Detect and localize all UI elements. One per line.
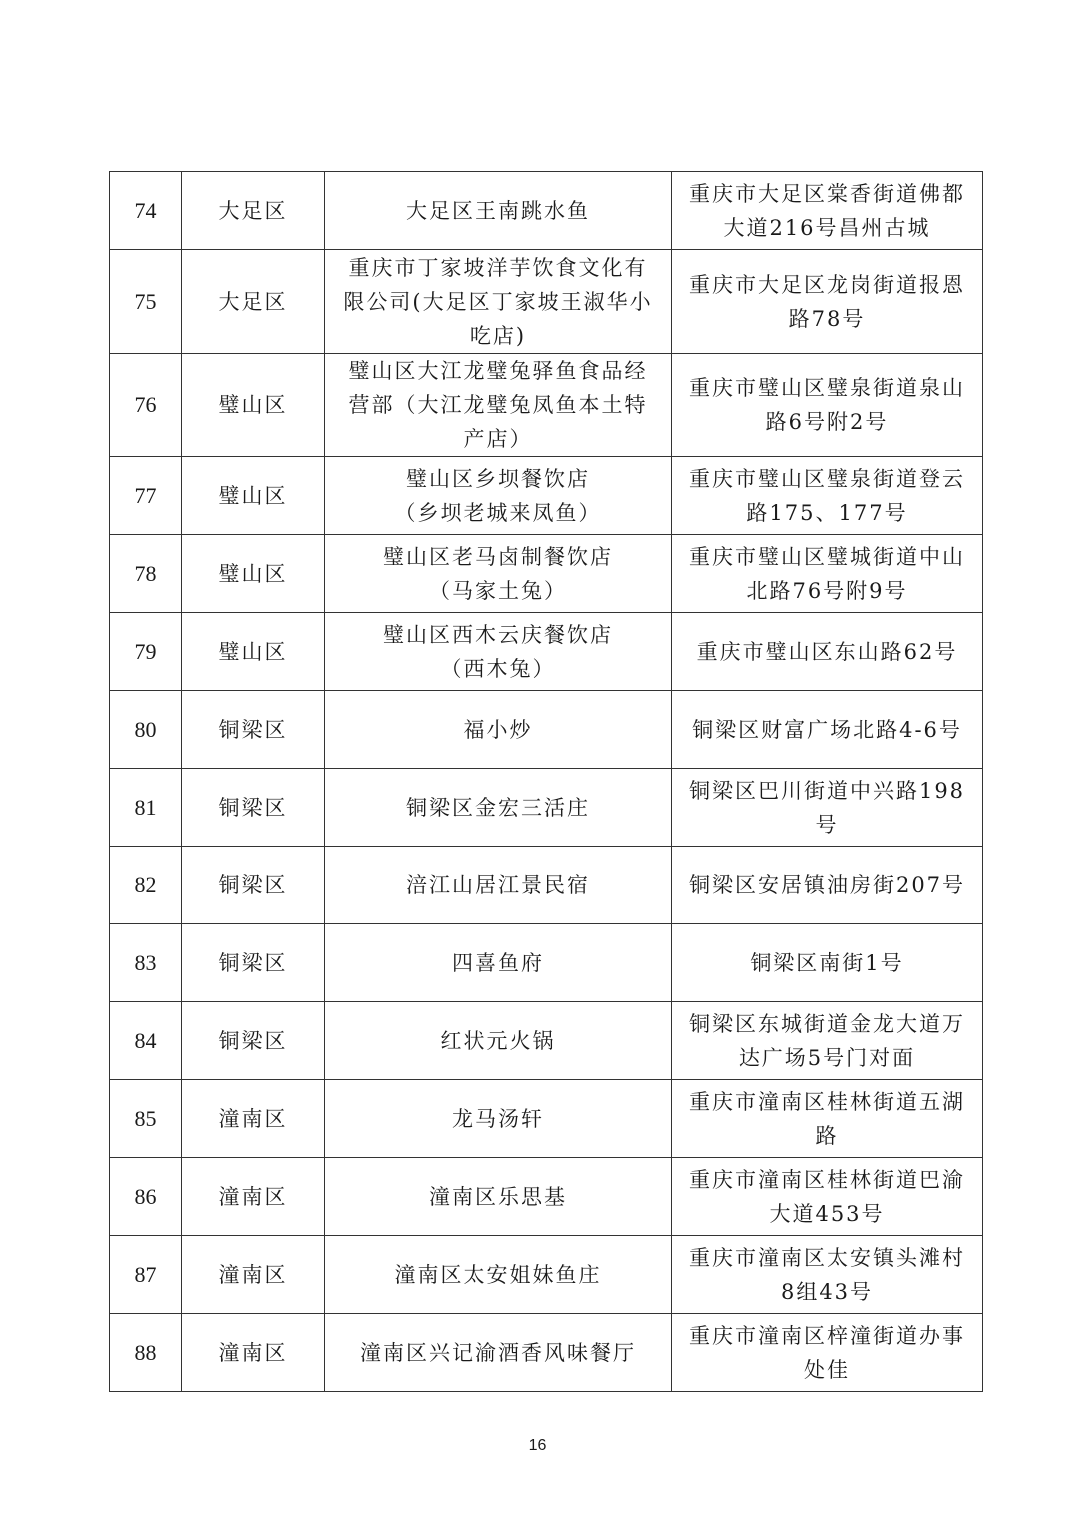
address-line: 路78号 [788, 306, 866, 331]
restaurant-table [109, 171, 983, 1392]
row-name [325, 613, 672, 691]
row-address [672, 250, 983, 354]
table-row [110, 1314, 983, 1392]
name-line: （西木兔） [440, 656, 556, 681]
row-address [672, 1236, 983, 1314]
row-name [325, 172, 672, 250]
row-address [672, 691, 983, 769]
row-district: 铜梁区 [182, 924, 325, 1002]
name-line: 铜梁区金宏三活庄 [406, 795, 590, 820]
row-address [672, 769, 983, 847]
row-number: 79 [110, 613, 182, 691]
row-name [325, 354, 672, 457]
table-row [110, 769, 983, 847]
row-address [672, 457, 983, 535]
row-number: 88 [110, 1314, 182, 1392]
name-line: 吃店) [469, 323, 527, 348]
row-district: 铜梁区 [182, 769, 325, 847]
row-name [325, 1236, 672, 1314]
name-line: 潼南区太安姐妹鱼庄 [394, 1262, 602, 1287]
table-row [110, 1158, 983, 1236]
row-district: 大足区 [182, 250, 325, 354]
row-number: 82 [110, 847, 182, 924]
row-number: 74 [110, 172, 182, 250]
row-address [672, 847, 983, 924]
table-row [110, 1236, 983, 1314]
row-district: 铜梁区 [182, 847, 325, 924]
table-row [110, 924, 983, 1002]
page-number: 16 [528, 1437, 547, 1454]
row-number: 81 [110, 769, 182, 847]
name-line: 产店） [463, 427, 533, 451]
row-number: 78 [110, 535, 182, 613]
row-name [325, 691, 672, 769]
row-district: 潼南区 [182, 1236, 325, 1314]
row-name [325, 535, 672, 613]
row-number: 80 [110, 691, 182, 769]
row-name [325, 1080, 672, 1158]
row-district: 潼南区 [182, 1080, 325, 1158]
address-line: 大道216号昌州古城 [723, 215, 931, 240]
table-row [110, 354, 983, 457]
row-address [672, 1002, 983, 1080]
name-line: 龙马汤轩 [452, 1106, 544, 1131]
address-line: 达广场5号门对面 [738, 1045, 916, 1070]
row-address [672, 172, 983, 250]
address-line: 铜梁区巴川街道中兴路198 [688, 778, 966, 803]
address-line: 铜梁区安居镇油房街207号 [688, 873, 966, 897]
row-district: 璧山区 [182, 354, 325, 457]
name-line: 璧山区西木云庆餐饮店 [383, 622, 613, 647]
row-name [325, 769, 672, 847]
address-line: 北路76号附9号 [746, 578, 908, 603]
name-line: 四喜鱼府 [452, 950, 544, 975]
row-name [325, 924, 672, 1002]
row-number: 85 [110, 1080, 182, 1158]
table-row [110, 457, 983, 535]
row-address [672, 924, 983, 1002]
address-line: 路175、177号 [746, 500, 908, 525]
table-body [110, 172, 983, 1392]
name-line: 潼南区乐思基 [429, 1184, 567, 1209]
row-number: 76 [110, 354, 182, 457]
table-row [110, 847, 983, 924]
name-line: 涪江山居江景民宿 [406, 873, 590, 897]
name-line: （乡坝老城来凤鱼） [394, 500, 602, 525]
table-row [110, 250, 983, 354]
name-line: 重庆市丁家坡洋芋饮食文化有 [348, 255, 648, 280]
row-name [325, 1002, 672, 1080]
row-district: 铜梁区 [182, 691, 325, 769]
address-line: 重庆市潼南区桂林街道五湖 [689, 1089, 965, 1114]
row-name [325, 1314, 672, 1392]
name-line: 限公司(大足区丁家坡王淑华小 [343, 289, 653, 314]
table-row [110, 172, 983, 250]
table-row [110, 613, 983, 691]
row-district: 潼南区 [182, 1314, 325, 1392]
name-line: 福小炒 [463, 717, 533, 742]
address-line: 铜梁区南街1号 [750, 950, 904, 975]
name-line: （马家土兔） [429, 578, 567, 603]
address-line: 重庆市潼南区梓潼街道办事 [689, 1323, 965, 1348]
name-line: 红状元火锅 [440, 1028, 556, 1053]
address-line: 重庆市璧山区璧泉街道泉山 [689, 376, 965, 400]
table-row [110, 1080, 983, 1158]
row-address [672, 1158, 983, 1236]
name-line: 营部（大江龙璧兔凤鱼本土特 [348, 393, 648, 417]
name-line: 璧山区大江龙璧兔驿鱼食品经 [348, 359, 648, 383]
row-district: 铜梁区 [182, 1002, 325, 1080]
row-name [325, 1158, 672, 1236]
address-line: 重庆市大足区棠香街道佛都 [689, 181, 965, 206]
address-line: 重庆市璧山区璧泉街道登云 [689, 466, 965, 491]
address-line: 重庆市璧山区璧城街道中山 [689, 544, 965, 569]
row-address [672, 535, 983, 613]
row-address [672, 354, 983, 457]
row-number: 86 [110, 1158, 182, 1236]
table-row [110, 691, 983, 769]
row-name [325, 847, 672, 924]
row-address [672, 613, 983, 691]
row-name [325, 457, 672, 535]
table-row [110, 535, 983, 613]
row-address [672, 1314, 983, 1392]
row-number: 87 [110, 1236, 182, 1314]
row-district: 大足区 [182, 172, 325, 250]
address-line: 号 [815, 812, 839, 837]
address-line: 大道453号 [769, 1201, 885, 1226]
row-district: 潼南区 [182, 1158, 325, 1236]
row-district: 璧山区 [182, 613, 325, 691]
row-number: 75 [110, 250, 182, 354]
row-number: 84 [110, 1002, 182, 1080]
name-line: 潼南区兴记渝酒香风味餐厅 [360, 1340, 636, 1365]
address-line: 重庆市大足区龙岗街道报恩 [689, 272, 965, 297]
address-line: 重庆市潼南区太安镇头滩村 [689, 1245, 965, 1270]
row-number: 77 [110, 457, 182, 535]
row-number: 83 [110, 924, 182, 1002]
address-line: 铜梁区东城街道金龙大道万 [689, 1011, 965, 1036]
row-district: 璧山区 [182, 457, 325, 535]
address-line: 重庆市潼南区桂林街道巴渝 [689, 1167, 965, 1192]
address-line: 重庆市璧山区东山路62号 [696, 639, 958, 664]
address-line: 8组43号 [780, 1279, 874, 1304]
address-line: 路6号附2号 [765, 410, 889, 434]
address-line: 处佳 [804, 1357, 850, 1382]
address-line: 路 [815, 1123, 839, 1148]
row-address [672, 1080, 983, 1158]
name-line: 大足区王南跳水鱼 [406, 198, 590, 223]
row-district: 璧山区 [182, 535, 325, 613]
row-name [325, 250, 672, 354]
name-line: 璧山区老马卤制餐饮店 [383, 544, 613, 569]
address-line: 铜梁区财富广场北路4-6号 [692, 717, 962, 742]
table-row [110, 1002, 983, 1080]
name-line: 璧山区乡坝餐饮店 [406, 466, 590, 491]
